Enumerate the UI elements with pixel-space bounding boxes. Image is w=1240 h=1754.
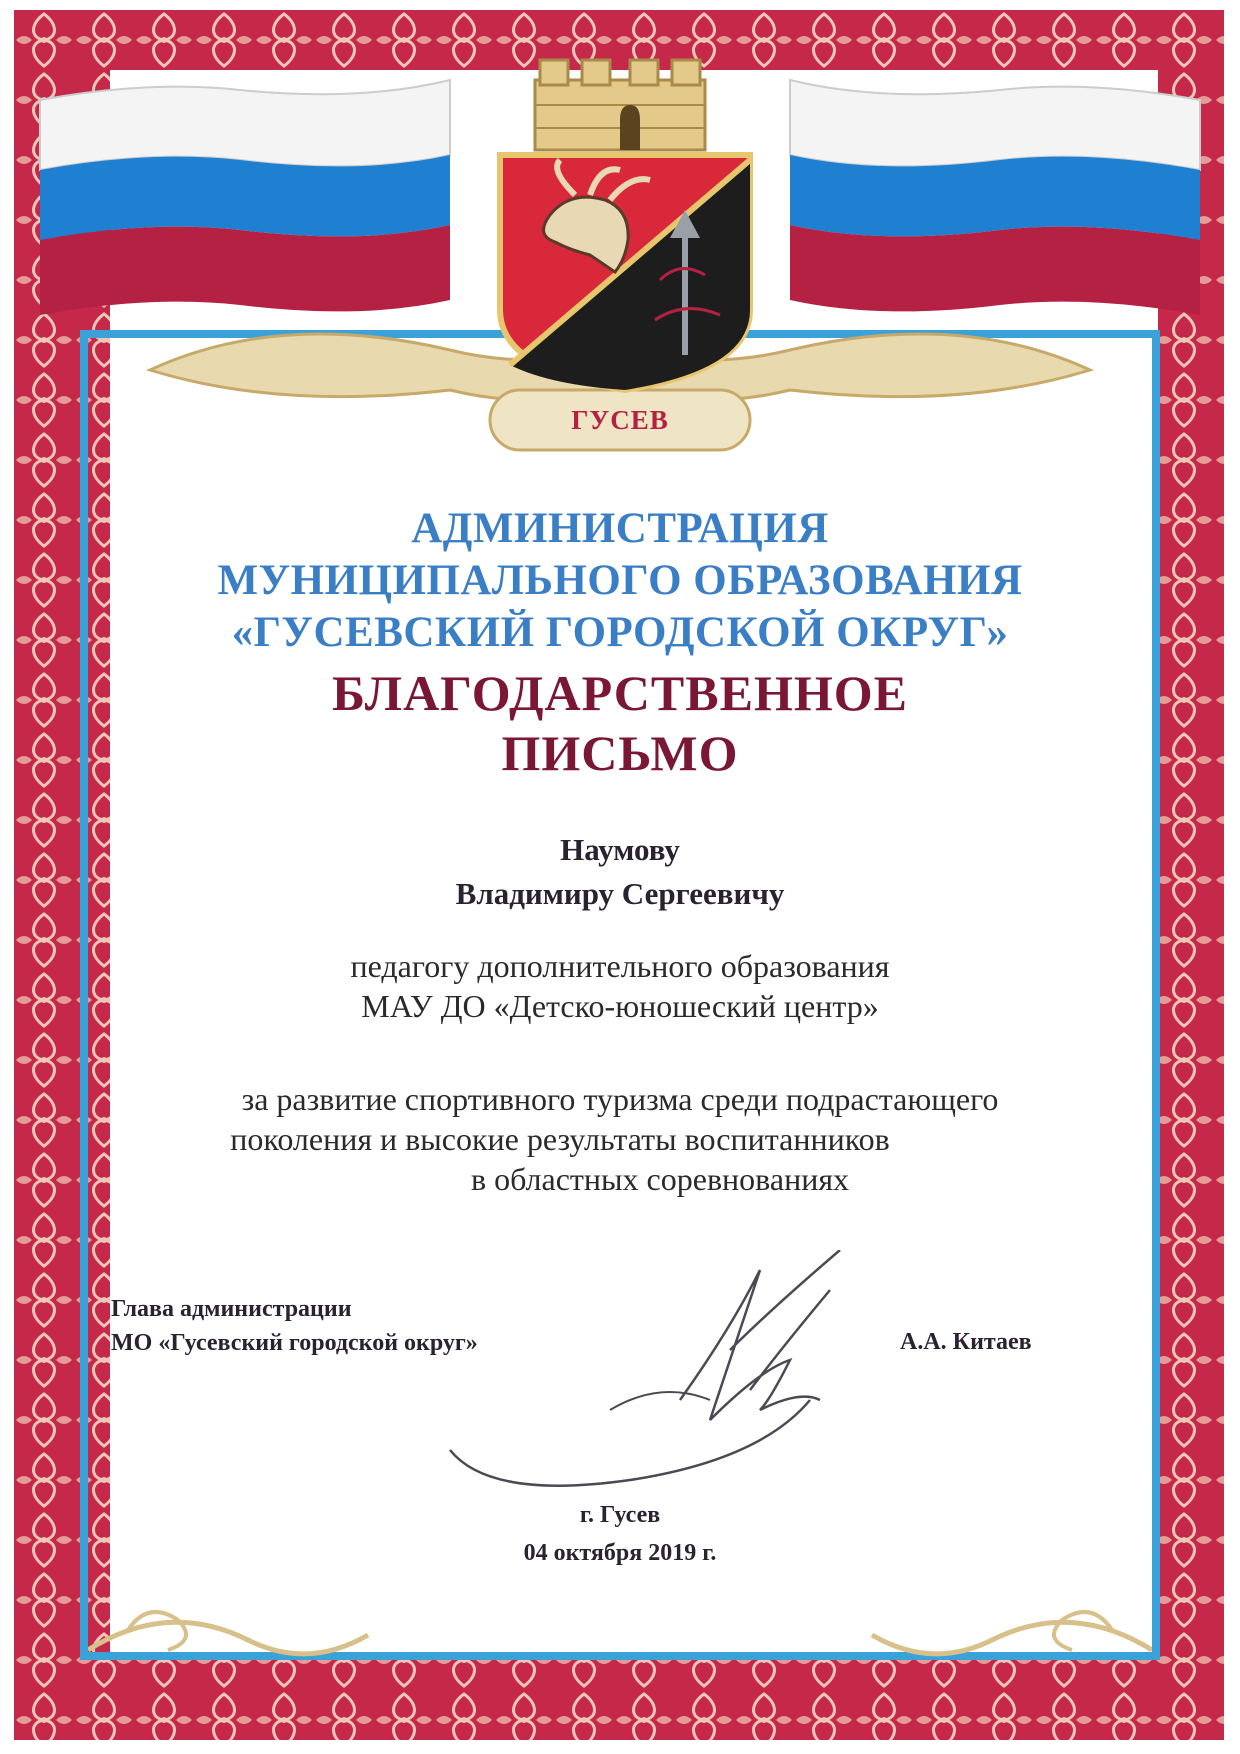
russian-flag-left [40, 80, 450, 315]
org-line-3: «ГУСЕВСКИЙ ГОРОДСКОЙ ОКРУГ» [231, 609, 1009, 656]
reason-line-1: за развитие спортивного туризма среди подрастающего [241, 1081, 999, 1117]
recipient-name [0, 828, 1240, 916]
org-line-2: МУНИЦИПАЛЬНОГО ОБРАЗОВАНИЯ [217, 557, 1023, 604]
title-line-1: БЛАГОДАРСТВЕННОЕ [332, 665, 908, 721]
signatory-title [111, 1292, 478, 1360]
title-line-2: ПИСЬМО [501, 725, 739, 781]
document-title [0, 663, 1240, 783]
footer-city: г. Гусев [579, 1502, 661, 1528]
footer-date: 04 октября 2019 г. [523, 1540, 717, 1566]
emblem-city-label: ГУСЕВ [571, 405, 669, 435]
award-reason [0, 1079, 1240, 1199]
signatory-title-line-2: МО «Гусевский городской округ» [111, 1330, 478, 1356]
position-line-1: педагогу дополнительного образования [350, 948, 890, 984]
coat-of-arms-shield [500, 155, 750, 390]
place-and-date [0, 1496, 1240, 1572]
org-line-1: АДМИНИСТРАЦИЯ [411, 505, 829, 552]
recipient-surname: Наумову [560, 832, 680, 867]
handwritten-signature [430, 1250, 950, 1510]
signatory-name: А.А. Китаев [900, 1329, 1032, 1355]
reason-line-3: в областных соревнованиях [470, 1161, 850, 1197]
reason-line-2: поколения и высокие результаты воспитанников [230, 1121, 890, 1157]
position-line-2: МАУ ДО «Детско-юношеский центр» [361, 988, 879, 1024]
recipient-given-names: Владимиру Сергеевичу [455, 876, 785, 911]
organization-heading [0, 503, 1240, 659]
bottom-gold-ornament [88, 1580, 1152, 1670]
recipient-position [0, 946, 1240, 1026]
russian-flag-right [790, 80, 1200, 315]
signatory-title-line-1: Глава администрации [111, 1296, 352, 1322]
mural-crown [535, 60, 705, 150]
